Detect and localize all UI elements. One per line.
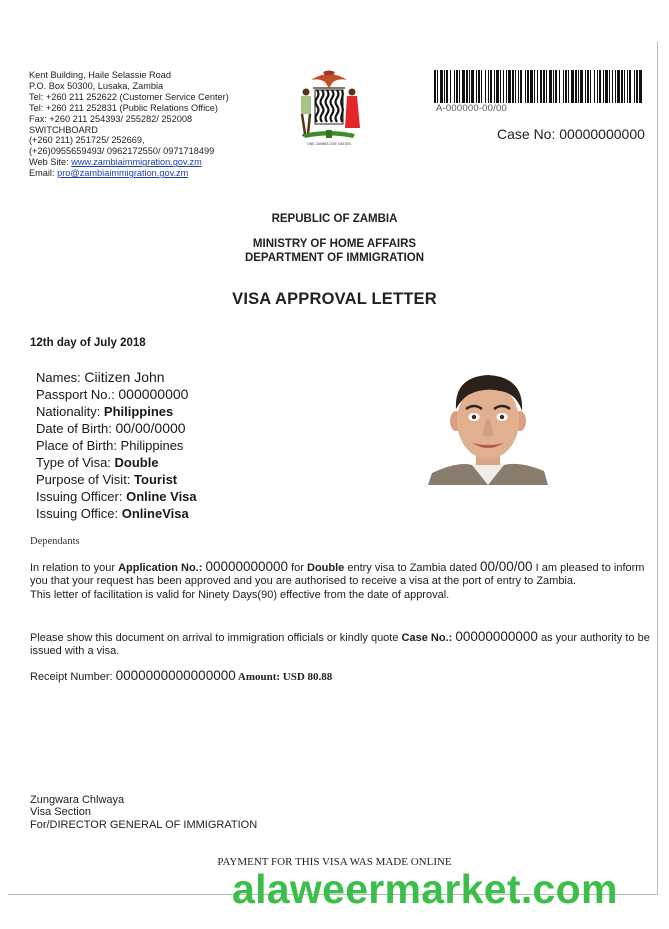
field-row: [36, 369, 197, 386]
instruction-paragraph: [30, 630, 650, 659]
zambia-coat-of-arms-icon: [289, 66, 369, 148]
application-date: 00/00/00: [480, 559, 533, 574]
letter-date: 12th day of July 2018: [30, 337, 146, 349]
field-row: [36, 437, 197, 454]
text: In relation to your: [30, 562, 119, 574]
barcode-number: A-000000-00/00: [436, 103, 507, 114]
amount-value: USD 80.88: [282, 671, 333, 683]
field-row: [36, 505, 197, 522]
application-no-label: Application No.:: [118, 562, 206, 574]
field-label: Issuing Office:: [36, 506, 122, 521]
email-label: Email:: [29, 168, 58, 179]
approval-paragraph: [30, 560, 650, 602]
ministry-line: MINISTRY OF HOME AFFAIRS: [252, 238, 417, 250]
website-link[interactable]: www.zambiaimmigration.gov.zm: [71, 157, 202, 168]
field-value: 00/00/0000: [115, 420, 186, 436]
email-line: [29, 168, 239, 179]
field-label: Place of Birth:: [36, 438, 121, 453]
dependants-label: Dependants: [30, 536, 80, 547]
text: Please show this document on arrival to immigration officials or kindly quote: [30, 632, 402, 644]
signature-block: [30, 794, 257, 831]
case-no-label: Case No.:: [401, 632, 456, 644]
application-no: 00000000000: [205, 559, 289, 574]
field-label: Purpose of Visit:: [36, 472, 135, 487]
amount-label: Amount:: [235, 671, 283, 683]
contact-line: SWITCHBOARD: [29, 124, 98, 135]
barcode-icon: [434, 70, 642, 103]
receipt-line: [30, 669, 650, 684]
field-value: Double: [114, 455, 159, 470]
receipt-number: 0000000000000000: [115, 668, 236, 683]
receipt-label: Receipt Number:: [30, 671, 116, 683]
field-row: [36, 403, 197, 420]
contact-line: Tel: +260 211 252831 (Public Relations Office): [29, 102, 218, 113]
case-no-label: Case No:: [497, 126, 560, 142]
case-no: 00000000000: [455, 629, 538, 644]
republic-heading: REPUBLIC OF ZAMBIA: [271, 213, 398, 225]
department-line: DEPARTMENT OF IMMIGRATION: [244, 251, 425, 264]
contact-line: Kent Building, Haile Selassie Road: [29, 70, 171, 80]
field-label: Passport No.:: [36, 387, 119, 402]
website-label: Web Site:: [29, 157, 72, 168]
case-number: [497, 126, 645, 142]
signatory-for: For/DIRECTOR GENERAL OF IMMIGRATION: [30, 818, 258, 831]
email-link[interactable]: pro@zambiaimmigration.gov.zm: [57, 168, 189, 179]
field-row: [36, 488, 197, 505]
watermark: alaweermarket.com: [232, 866, 618, 912]
signatory-name: Zungwara Chlwaya: [30, 794, 125, 806]
field-label: Date of Birth:: [36, 421, 116, 436]
contact-block: [29, 70, 239, 179]
field-row: [36, 420, 197, 437]
website-line: [29, 157, 239, 168]
field-value: Ciitizen John: [84, 369, 165, 385]
visa-type: Double: [307, 562, 345, 574]
field-row: [36, 454, 197, 471]
applicant-photo: [428, 365, 548, 485]
case-no-value: 00000000000: [559, 126, 645, 142]
text: I am pleased to inform you that your request has been approved and you are authorised to receive a visa at the port of entry to Zambia.: [30, 562, 645, 588]
text: as your authority to be issued with a visa.: [30, 632, 650, 658]
field-value: OnlineVisa: [121, 506, 189, 521]
applicant-details: [36, 369, 197, 522]
field-value: Philippines: [120, 438, 184, 453]
field-label: Nationality:: [36, 404, 104, 419]
field-value: 000000000: [118, 386, 189, 402]
contact-line: (+26)0955659493/ 0962172550/ 0971718499: [29, 146, 215, 157]
contact-line: P.O. Box 50300, Lusaka, Zambia: [29, 80, 164, 91]
field-label: Issuing Officer:: [36, 489, 127, 504]
page-border-right: [657, 42, 658, 895]
payment-note: PAYMENT FOR THIS VISA WAS MADE ONLINE: [217, 856, 452, 868]
validity-line: This letter of facilitation is valid for Ninety Days(90) effective from the date of approval.: [30, 588, 450, 601]
field-value: Tourist: [134, 472, 178, 487]
page-title: VISA APPROVAL LETTER: [232, 290, 437, 308]
field-row: [36, 471, 197, 488]
svg-text:ONE ZAMBIA ONE NATION: ONE ZAMBIA ONE NATION: [307, 142, 351, 146]
ministry-heading: [0, 238, 669, 265]
contact-line: Fax: +260 211 254393/ 255282/ 252008: [29, 113, 193, 124]
contact-line: Tel: +260 211 252622 (Customer Service Center): [29, 91, 229, 102]
field-row: [36, 386, 197, 403]
field-value: Philippines: [103, 404, 174, 419]
contact-line: (+260 211) 251725/ 252669,: [29, 135, 145, 146]
field-label: Names:: [36, 370, 85, 385]
field-value: Online Visa: [126, 489, 197, 504]
field-label: Type of Visa:: [36, 455, 115, 470]
text: entry visa to Zambia dated: [344, 562, 481, 574]
signatory-section: Visa Section: [30, 806, 91, 819]
text: for: [288, 562, 307, 574]
